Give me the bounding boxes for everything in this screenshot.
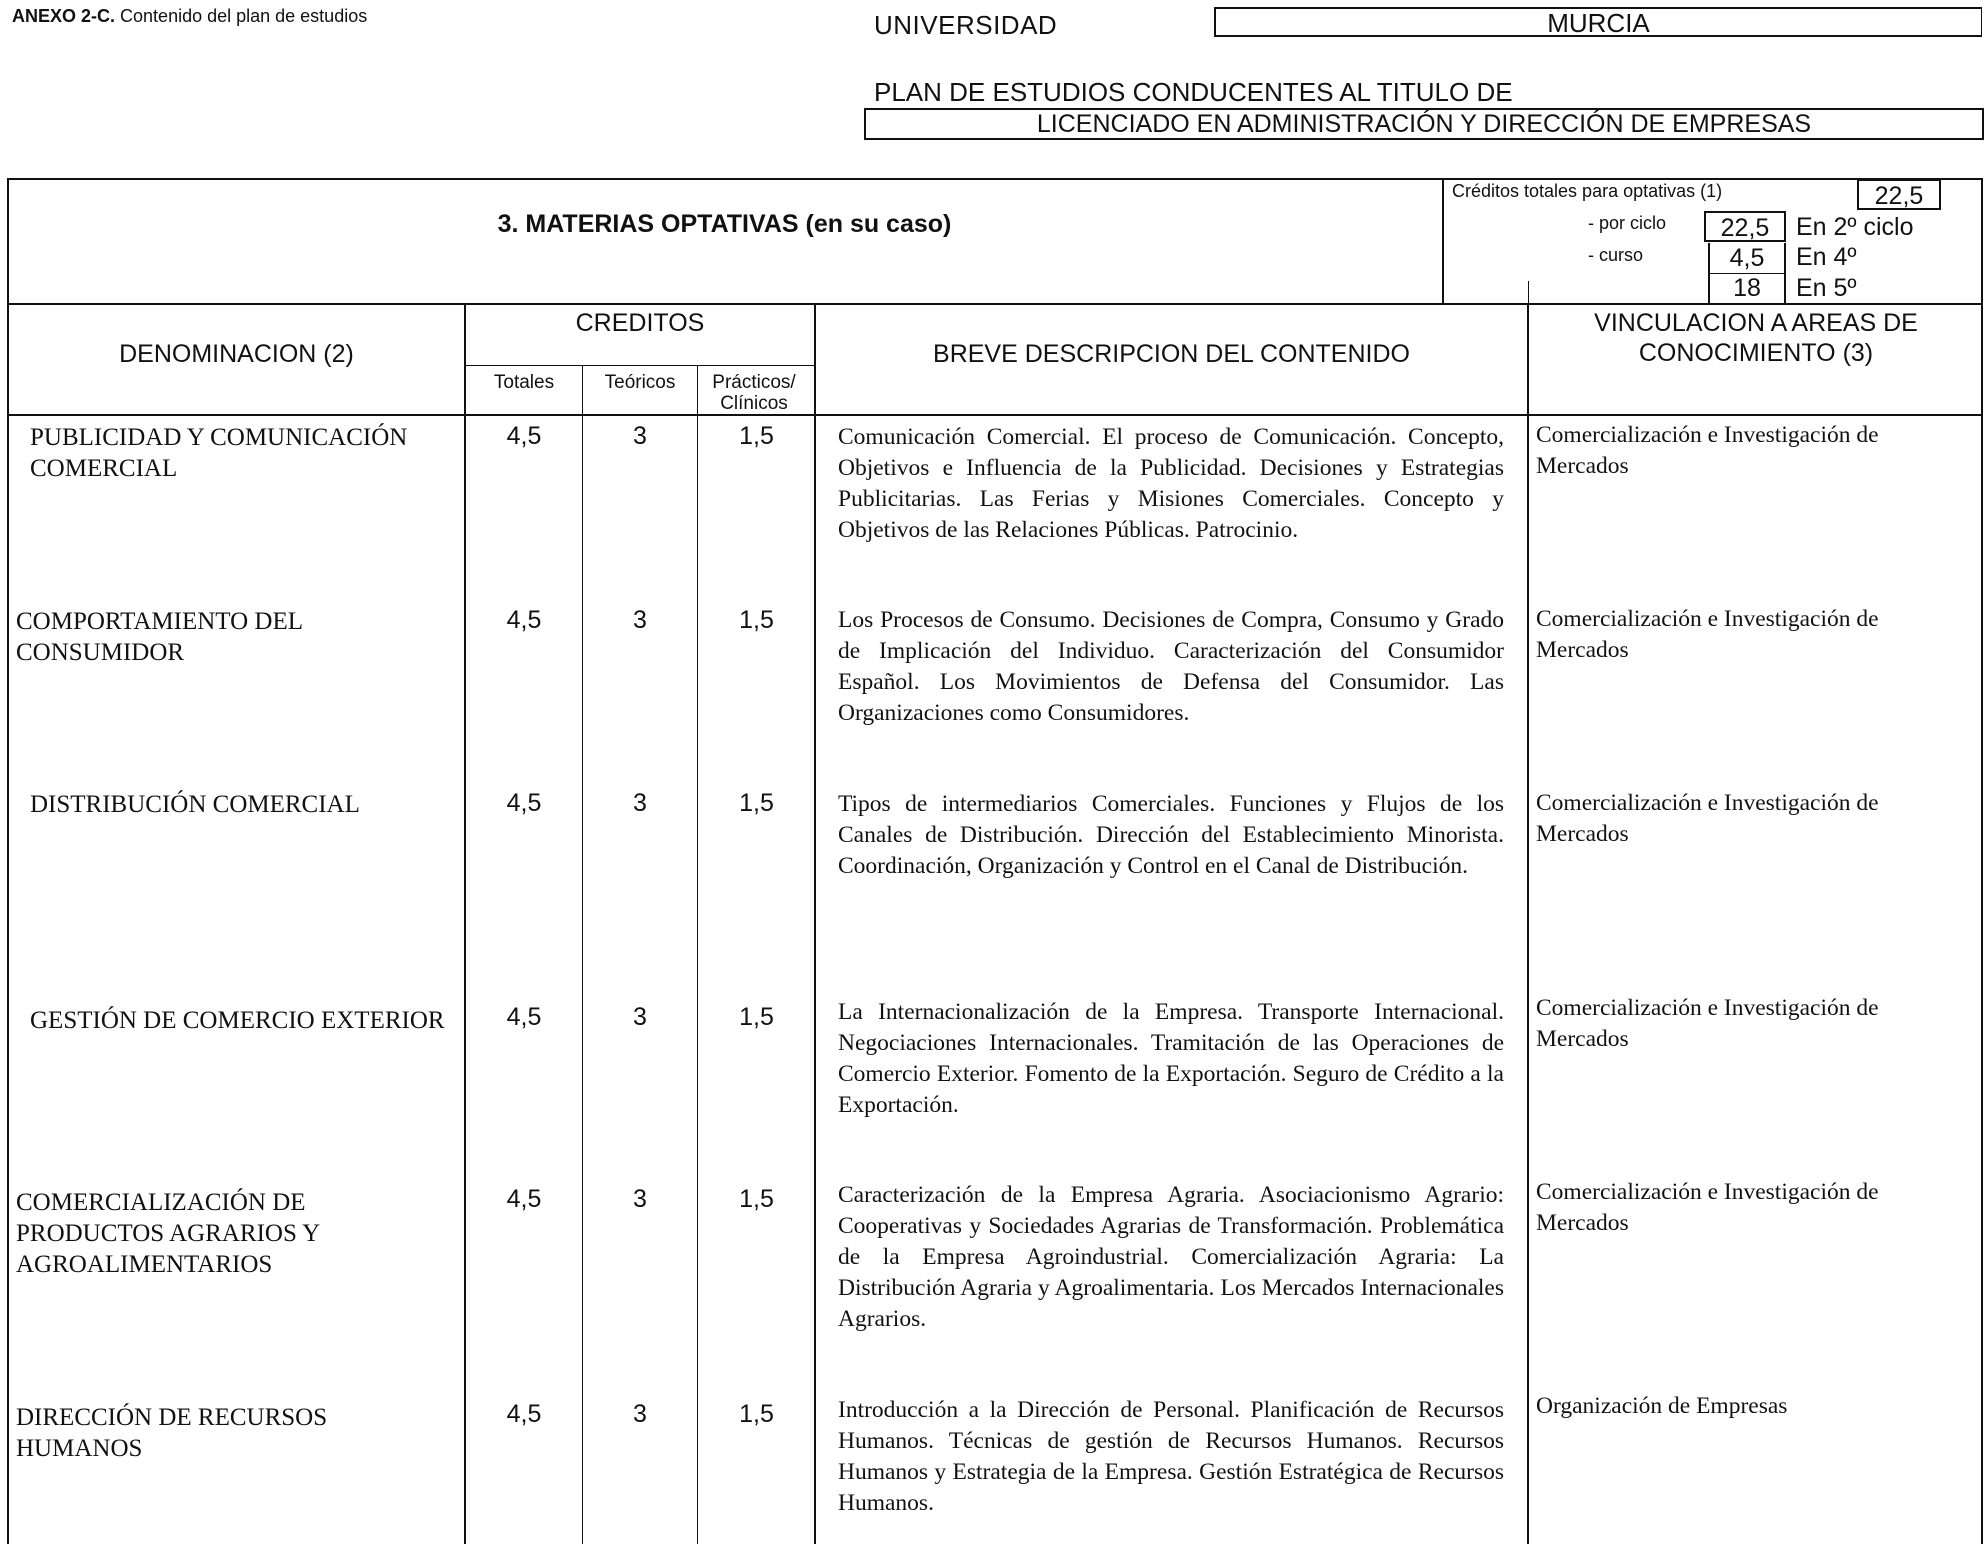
total-credits-value: 22,5 — [1857, 179, 1941, 210]
row-5-totales: 4,5 — [506, 1185, 542, 1213]
per-cycle-suffix: En 2º ciclo — [1796, 213, 1914, 241]
row-6-practicos: 1,5 — [739, 1400, 774, 1428]
row-6-descripcion: Introducción a la Dirección de Personal. Planificación de Recursos Humanos. Técnicas de gestión de Recursos Humanos. Recursos Humanos y Estrategia de la Empresa. Gestión Estratégica de Recursos Humanos. — [838, 1397, 1504, 1516]
col-header-descripcion: BREVE DESCRIPCION DEL CONTENIDO — [933, 340, 1410, 368]
row-3-teoricos: 3 — [633, 789, 647, 817]
col-divider-teoricos — [697, 366, 698, 1544]
total-credits-label: Créditos totales para optativas (1) — [1452, 181, 1723, 201]
row-4-teoricos: 3 — [633, 1003, 647, 1031]
col-divider-descripcion — [1527, 303, 1529, 1544]
per-cycle-value: 22,5 — [1704, 211, 1786, 242]
col-header-creditos: CREDITOS — [575, 309, 705, 337]
row-4-area: Comercialización e Investigación de Mercados — [1536, 995, 1879, 1052]
row-1-teoricos: 3 — [633, 422, 647, 450]
row-1-area: Comercialización e Investigación de Mercados — [1536, 422, 1879, 479]
course-5-suffix: En 5º — [1796, 274, 1857, 302]
row-3-denominacion: DISTRIBUCIÓN COMERCIAL — [30, 791, 360, 818]
course-4-value: 4,5 — [1729, 244, 1765, 272]
row-2-teoricos: 3 — [633, 606, 647, 634]
row-1-totales: 4,5 — [506, 422, 542, 450]
credits-subheader-divider — [465, 365, 815, 366]
row-2-totales: 4,5 — [506, 606, 542, 634]
header-divider — [7, 303, 1983, 305]
col-header-vinculacion: VINCULACION A AREAS DE CONOCIMIENTO (3) — [1594, 309, 1918, 367]
row-5-teoricos: 3 — [633, 1185, 647, 1213]
row-2-descripcion: Los Procesos de Consumo. Decisiones de Compra, Consumo y Grado de Implicación del Individuo. Caracterización del Consumidor Español. Los Movimientos de Defensa del Consumidor. Las Organizaciones como Consumidores. — [838, 607, 1504, 726]
col-header-totales: Totales — [493, 372, 555, 393]
plan-label: PLAN DE ESTUDIOS CONDUCENTES AL TITULO DE — [874, 77, 1513, 107]
col-divider-den — [464, 303, 466, 1544]
row-2-practicos: 1,5 — [739, 606, 774, 634]
row-3-area: Comercialización e Investigación de Mercados — [1536, 790, 1879, 847]
column-header-divider — [7, 414, 1983, 416]
row-3-descripcion: Tipos de intermediarios Comerciales. Funciones y Flujos de los Canales de Distribución. Dirección del Establecimiento Minorista. Coordinación, Organización y Control en el Canal de Distribución. — [838, 791, 1504, 879]
row-4-denominacion: GESTIÓN DE COMERCIO EXTERIOR — [30, 1007, 445, 1034]
row-5-area: Comercialización e Investigación de Mercados — [1536, 1179, 1879, 1236]
section-title: 3. MATERIAS OPTATIVAS (en su caso) — [497, 210, 952, 238]
row-5-descripcion: Caracterización de la Empresa Agraria. Asociacionismo Agrario: Cooperativas y Sociedades Agrarias de Transformación. Problemática de la Empresa Agroindustrial. Comercialización Agraria: La Distribución Agraria y Agroalimentaria. Los Mercados Internacionales Agrarios. — [838, 1182, 1504, 1332]
per-cycle-label: - por ciclo — [1588, 213, 1667, 233]
row-1-practicos: 1,5 — [739, 422, 774, 450]
col-header-denominacion: DENOMINACION (2) — [119, 340, 354, 368]
course-5-value: 18 — [1733, 274, 1761, 302]
row-4-practicos: 1,5 — [739, 1003, 774, 1031]
annex-label: ANEXO 2-C. — [12, 6, 116, 26]
row-6-totales: 4,5 — [506, 1400, 542, 1428]
row-6-denominacion: DIRECCIÓN DE RECURSOS HUMANOS — [16, 1404, 328, 1462]
row-3-practicos: 1,5 — [739, 789, 774, 817]
university-label: UNIVERSIDAD — [874, 10, 1058, 40]
row-3-totales: 4,5 — [506, 789, 542, 817]
annex-description: Contenido del plan de estudios — [115, 6, 368, 26]
degree-title-field: LICENCIADO EN ADMINISTRACIÓN Y DIRECCIÓN DE EMPRESAS — [864, 108, 1984, 140]
col-header-teoricos: Teóricos — [604, 372, 676, 393]
row-6-area: Organización de Empresas — [1536, 1393, 1788, 1419]
university-name-field: MURCIA — [1214, 7, 1982, 37]
col-header-practicos: Prácticos/ Clínicos — [712, 372, 796, 414]
row-2-area: Comercialización e Investigación de Mercados — [1536, 606, 1879, 663]
annex-heading — [12, 6, 367, 27]
col-divider-totales — [582, 366, 583, 1544]
summary-tick — [1528, 281, 1529, 303]
row-4-totales: 4,5 — [506, 1003, 542, 1031]
course-4-suffix: En 4º — [1796, 243, 1857, 271]
course-label: - curso — [1588, 245, 1644, 265]
row-1-descripcion: Comunicación Comercial. El proceso de Comunicación. Concepto, Objetivos e Influencia de la Publicidad. Decisiones y Estrategias Publicitarias. Las Ferias y Misiones Comerciales. Concepto y Objetivos de las Relaciones Públicas. Patrocinio. — [838, 424, 1504, 543]
row-2-denominacion: COMPORTAMIENTO DEL CONSUMIDOR — [16, 608, 303, 666]
row-6-teoricos: 3 — [633, 1400, 647, 1428]
row-1-denominacion: PUBLICIDAD Y COMUNICACIÓN COMERCIAL — [30, 424, 408, 482]
row-4-descripcion: La Internacionalización de la Empresa. Transporte Internacional. Negociaciones Internacionales. Tramitación de las Operaciones de Comercio Exterior. Fomento de la Exportación. Seguro de Crédito a la Exportación. — [838, 999, 1504, 1118]
row-5-practicos: 1,5 — [739, 1185, 774, 1213]
title-summary-divider — [1442, 178, 1444, 303]
col-divider-creditos — [814, 303, 816, 1544]
row-5-denominacion: COMERCIALIZACIÓN DE PRODUCTOS AGRARIOS Y AGROALIMENTARIOS — [16, 1189, 320, 1278]
